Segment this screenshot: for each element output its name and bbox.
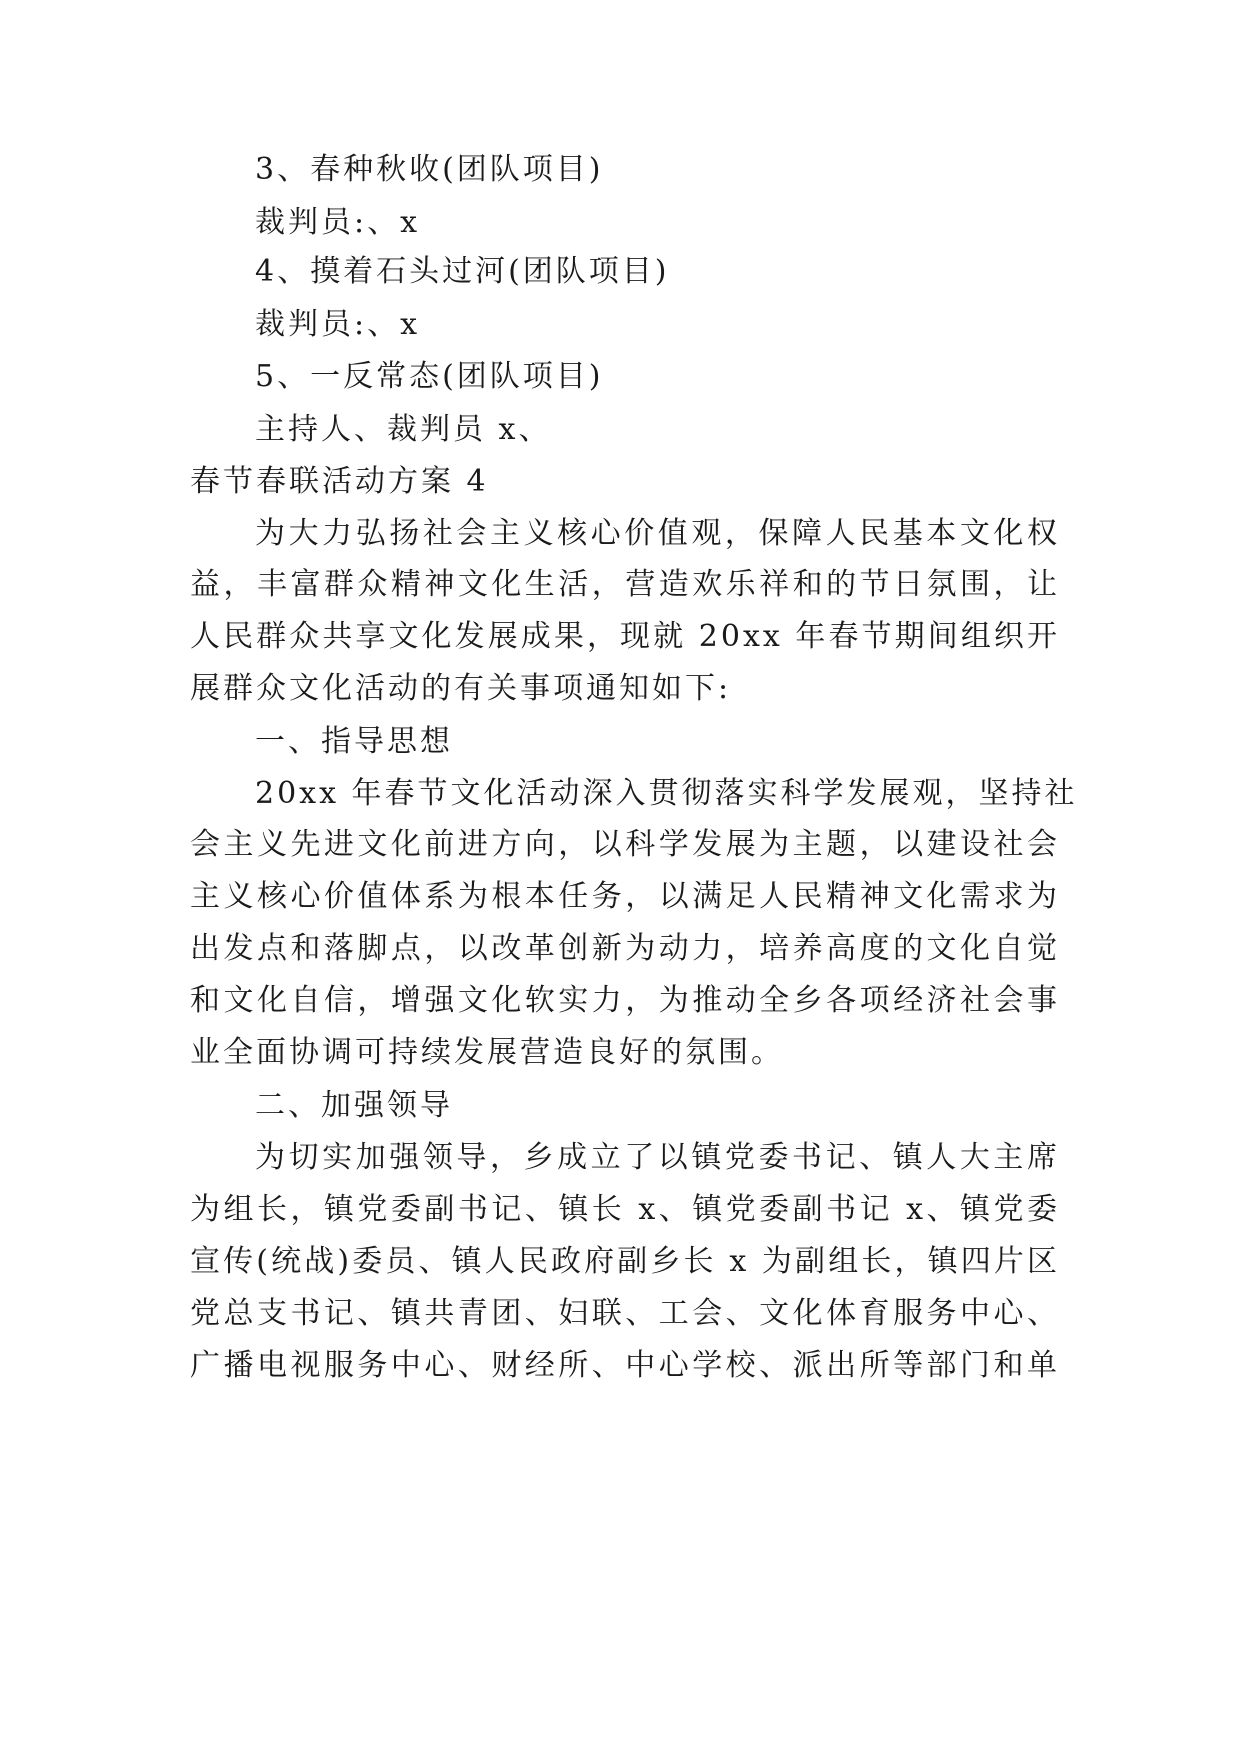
section-title: 春节春联活动方案 4: [190, 464, 489, 499]
paragraph-line: 人民群众共享文化发展成果，现就 20xx 年春节期间组织开: [190, 619, 1060, 654]
paragraph-line: 主义核心价值体系为根本任务，以满足人民精神文化需求为: [190, 879, 1060, 914]
paragraph-line: 党总支书记、镇共青团、妇联、工会、文化体育服务中心、: [190, 1296, 1060, 1331]
list-item-heading: 4、摸着石头过河(团队项目): [255, 254, 670, 289]
paragraph-line: 宣传(统战)委员、镇人民政府副乡长 x 为副组长，镇四片区: [190, 1244, 1060, 1279]
paragraph-line: 展群众文化活动的有关事项通知如下:: [190, 671, 732, 706]
paragraph-line: 为组长，镇党委副书记、镇长 x、镇党委副书记 x、镇党委: [190, 1192, 1060, 1227]
paragraph-line: 益，丰富群众精神文化生活，营造欢乐祥和的节日氛围，让: [190, 567, 1060, 602]
paragraph-line: 业全面协调可持续发展营造良好的氛围。: [190, 1035, 784, 1070]
paragraph-line: 会主义先进文化前进方向，以科学发展为主题，以建设社会: [190, 827, 1060, 862]
paragraph-line: 20xx 年春节文化活动深入贯彻落实科学发展观，坚持社: [255, 776, 1078, 811]
list-item-heading: 5、一反常态(团队项目): [255, 359, 604, 394]
paragraph-line: 为大力弘扬社会主义核心价值观，保障人民基本文化权: [255, 516, 1060, 551]
list-item-heading: 3、春种秋收(团队项目): [255, 152, 604, 187]
paragraph-line: 广播电视服务中心、财经所、中心学校、派出所等部门和单: [190, 1348, 1060, 1383]
paragraph-line: 和文化自信，增强文化软实力，为推动全乡各项经济社会事: [190, 983, 1060, 1018]
paragraph-line: 为切实加强领导，乡成立了以镇党委书记、镇人大主席: [255, 1140, 1060, 1175]
host-referee-line: 主持人、裁判员 x、: [255, 412, 552, 447]
referee-line: 裁判员:、x: [255, 205, 421, 240]
subsection-heading: 一、指导思想: [255, 724, 453, 759]
paragraph-line: 出发点和落脚点，以改革创新为动力，培养高度的文化自觉: [190, 931, 1060, 966]
referee-line: 裁判员:、x: [255, 307, 421, 342]
subsection-heading: 二、加强领导: [255, 1088, 453, 1123]
